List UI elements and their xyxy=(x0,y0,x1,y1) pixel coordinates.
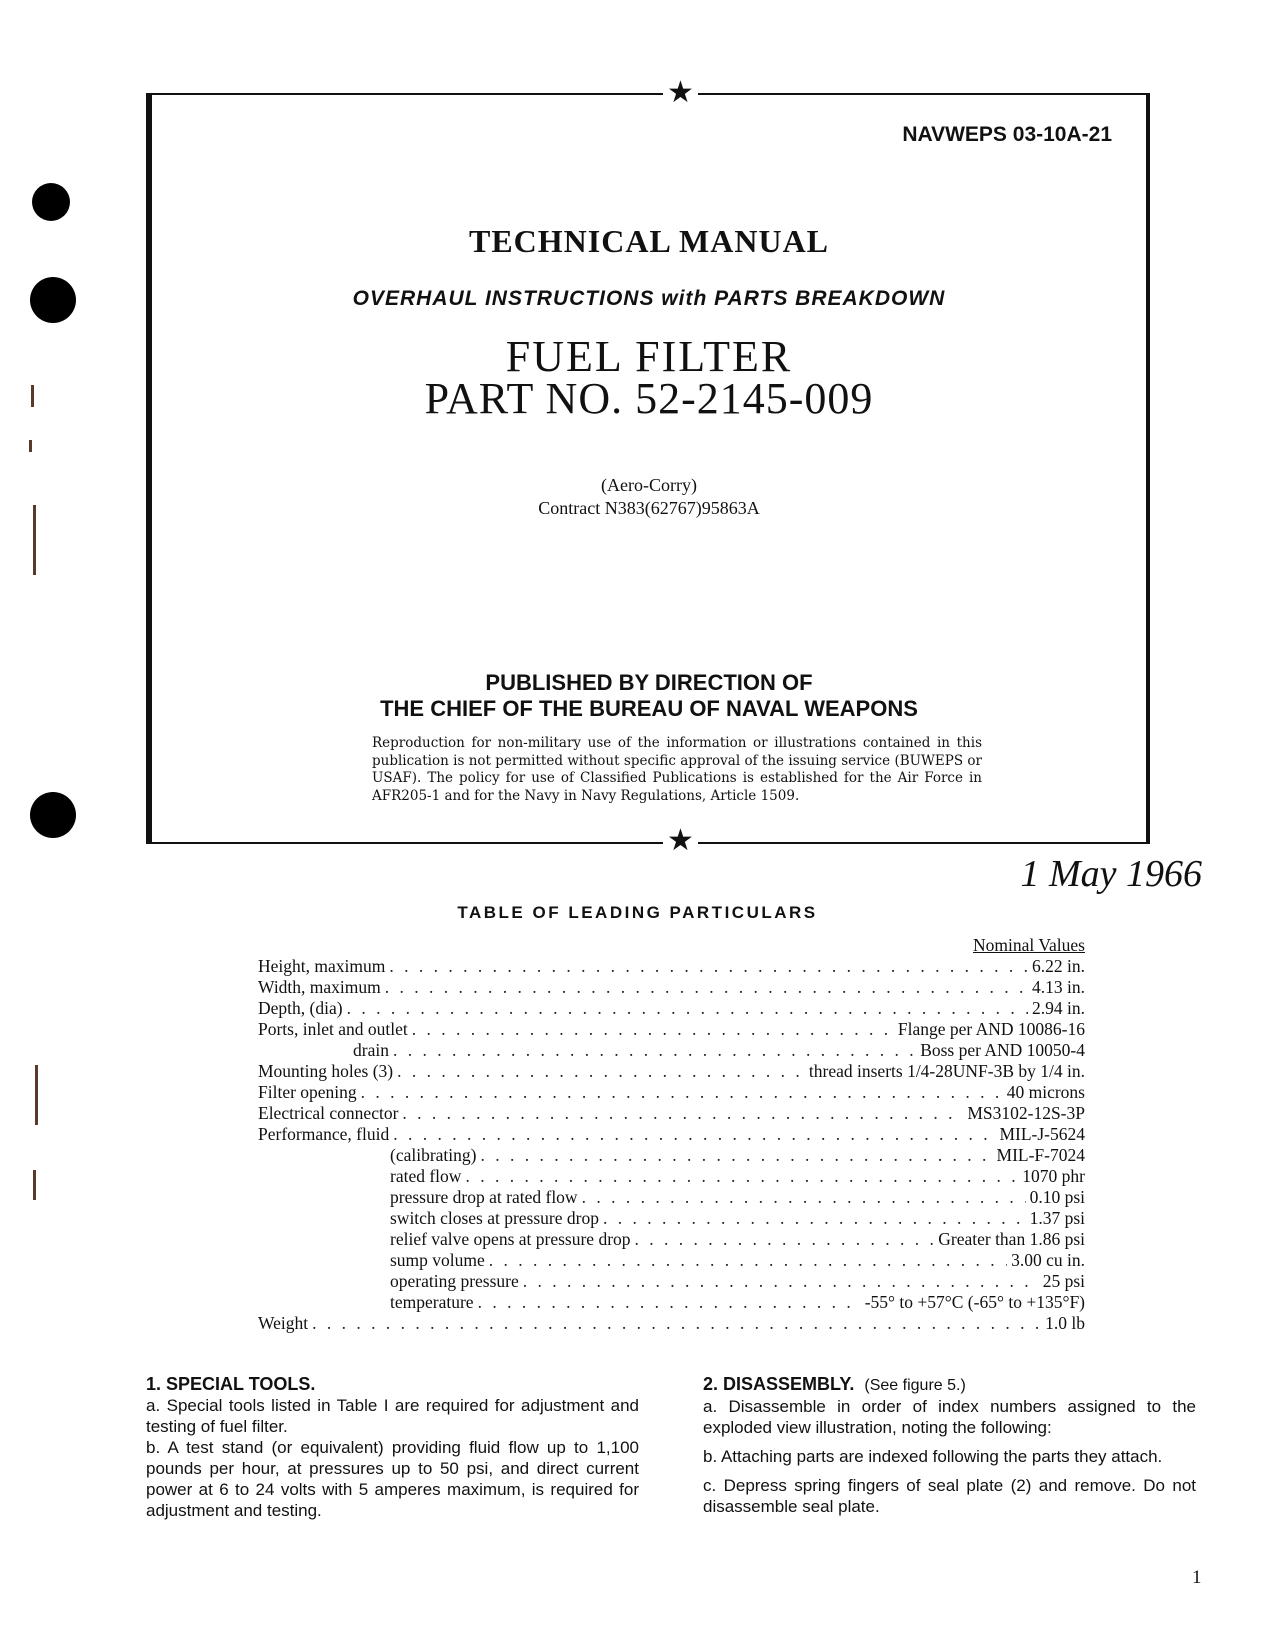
punch-hole-middle xyxy=(30,277,76,323)
dot-leader xyxy=(397,1061,805,1082)
dot-leader xyxy=(412,1019,894,1040)
paragraph-a: a. Special tools listed in Table I are required for adjustment and testing of fuel filter. xyxy=(146,1396,639,1436)
section-heading: 1. SPECIAL TOOLS. xyxy=(146,1374,316,1394)
star-icon: ★ xyxy=(663,826,698,856)
dot-leader xyxy=(603,1208,1026,1229)
manual-subtitle: OVERHAUL INSTRUCTIONS with PARTS BREAKDOWN xyxy=(352,287,946,310)
dot-leader xyxy=(389,956,1028,977)
dot-leader xyxy=(393,1124,995,1145)
particular-value: MS3102-12S-3P xyxy=(967,1103,1085,1123)
particulars-row xyxy=(258,1082,1085,1103)
dot-leader xyxy=(385,977,1028,998)
particulars-row xyxy=(258,1145,1085,1166)
paragraph-b: b. Attaching parts are indexed following the parts they attach. xyxy=(703,1447,1163,1466)
particular-value: 1.0 lb xyxy=(1045,1313,1085,1333)
dot-leader xyxy=(465,1166,1018,1187)
punch-hole-bottom xyxy=(30,792,76,838)
particular-label: Electrical connector xyxy=(258,1103,399,1123)
particular-label: Mounting holes (3) xyxy=(258,1061,394,1081)
particular-value: thread inserts 1/4-28UNF-3B by 1/4 in. xyxy=(808,1061,1085,1081)
dot-leader xyxy=(312,1313,1041,1334)
column-header: Nominal Values xyxy=(973,935,1085,955)
table-title: TABLE OF LEADING PARTICULARS xyxy=(457,903,818,922)
section-heading-text: 2. DISASSEMBLY. xyxy=(703,1374,855,1394)
dot-leader xyxy=(393,1040,916,1061)
document-number: NAVWEPS 03-10A-21 xyxy=(902,123,1112,146)
particulars-row xyxy=(258,1103,1085,1124)
figure-reference: (See figure 5.) xyxy=(864,1377,966,1394)
margin-mark xyxy=(35,1065,38,1125)
dot-leader xyxy=(582,1187,1026,1208)
particular-value: 3.00 cu in. xyxy=(1011,1250,1085,1270)
particular-value: Boss per AND 10050-4 xyxy=(920,1040,1085,1060)
particular-value: 0.10 psi xyxy=(1029,1187,1085,1207)
particulars-row xyxy=(258,1166,1085,1187)
particular-label: temperature xyxy=(390,1292,474,1312)
particular-value: 1070 phr xyxy=(1022,1166,1085,1186)
contract-number: Contract N383(62767)95863A xyxy=(538,498,760,518)
particular-label: Filter opening xyxy=(258,1082,357,1102)
particular-value: 1.37 psi xyxy=(1029,1208,1085,1228)
particular-value: MIL-F-7024 xyxy=(996,1145,1085,1165)
dot-leader xyxy=(402,1103,963,1124)
dot-leader xyxy=(478,1292,861,1313)
particular-value: 25 psi xyxy=(1042,1271,1085,1291)
particulars-row xyxy=(258,977,1085,998)
particular-value: 2.94 in. xyxy=(1032,998,1085,1018)
particulars-row xyxy=(258,1019,1085,1040)
page-number: 1 xyxy=(1192,1567,1202,1588)
dot-leader xyxy=(635,1229,935,1250)
particular-label: Performance, fluid xyxy=(258,1124,390,1144)
particular-label: operating pressure xyxy=(390,1271,519,1291)
particular-value: -55° to +57°C (-65° to +135°F) xyxy=(864,1292,1085,1312)
particular-label: drain xyxy=(353,1040,389,1060)
dot-leader xyxy=(361,1082,1003,1103)
publisher-line-1: PUBLISHED BY DIRECTION OF xyxy=(485,670,813,695)
particulars-row xyxy=(258,1313,1085,1334)
particulars-row xyxy=(258,1187,1085,1208)
margin-mark xyxy=(33,1170,36,1200)
particular-label: (calibrating) xyxy=(390,1145,477,1165)
particular-value: 6.22 in. xyxy=(1032,956,1085,976)
star-icon: ★ xyxy=(663,78,698,108)
special-tools-section xyxy=(146,1374,639,1521)
margin-mark xyxy=(29,440,32,452)
dot-leader xyxy=(523,1271,1039,1292)
particulars-row xyxy=(258,1292,1085,1313)
particulars-row xyxy=(258,1061,1085,1082)
particular-label: rated flow xyxy=(390,1166,462,1186)
paragraph-c: c. Depress spring fingers of seal plate (2) and remove. Do not disassemble seal plate. xyxy=(703,1476,1196,1516)
particular-value: 40 microns xyxy=(1006,1082,1085,1102)
paragraph-b: b. A test stand (or equivalent) providing fluid flow up to 1,100 pounds per hour, at pressures up to 50 psi, and direct current power at 6 to 24 volts with 5 amperes maximum, is required for adjustment and testing. xyxy=(146,1438,639,1520)
section-heading xyxy=(703,1374,1196,1396)
particular-label: Ports, inlet and outlet xyxy=(258,1019,408,1039)
particular-label: sump volume xyxy=(390,1250,485,1270)
manual-type: TECHNICAL MANUAL xyxy=(468,223,830,259)
margin-mark xyxy=(31,385,34,407)
particular-label: switch closes at pressure drop xyxy=(390,1208,599,1228)
particulars-row xyxy=(258,1229,1085,1250)
dot-leader xyxy=(480,1145,992,1166)
particulars-row xyxy=(258,1040,1085,1061)
dot-leader xyxy=(489,1250,1007,1271)
particulars-row xyxy=(258,956,1085,977)
paragraph-a: a. Disassemble in order of index numbers assigned to the exploded view illustration, noting the following: xyxy=(703,1397,1196,1437)
particular-value: MIL-J-5624 xyxy=(999,1124,1085,1144)
issue-date: 1 May 1966 xyxy=(1020,853,1202,895)
particulars-row xyxy=(258,1208,1085,1229)
particulars-row xyxy=(258,998,1085,1019)
particular-label: Width, maximum xyxy=(258,977,381,997)
reproduction-notice: Reproduction for non-military use of the information or illustrations contained in this publication is not permitted without specific approval of the issuing service (BUWEPS or USAF). The policy for use of Classified Publications is established for the Air Force in AFR205-1 and for the Navy in Navy Regulations, Article 1509. xyxy=(372,735,982,804)
cover-frame xyxy=(146,93,1150,844)
margin-mark xyxy=(33,505,36,575)
particular-value: 4.13 in. xyxy=(1032,977,1085,997)
leading-particulars-table xyxy=(258,935,1085,1334)
particular-label: relief valve opens at pressure drop xyxy=(390,1229,631,1249)
particular-value: Greater than 1.86 psi xyxy=(938,1229,1085,1249)
particular-value: Flange per AND 10086-16 xyxy=(897,1019,1085,1039)
particulars-row xyxy=(258,1271,1085,1292)
part-number: PART NO. 52-2145-009 xyxy=(424,374,874,423)
particular-label: Depth, (dia) xyxy=(258,998,343,1018)
particular-label: Weight xyxy=(258,1313,309,1333)
particulars-rows xyxy=(258,956,1085,1334)
particular-label: Height, maximum xyxy=(258,956,386,976)
dot-leader xyxy=(347,998,1028,1019)
punch-hole-top xyxy=(32,183,70,221)
publisher-line-2: THE CHIEF OF THE BUREAU OF NAVAL WEAPONS xyxy=(380,696,918,721)
particulars-row xyxy=(258,1124,1085,1145)
item-title: FUEL FILTER xyxy=(505,332,793,381)
particular-label: pressure drop at rated flow xyxy=(390,1187,578,1207)
disassembly-section xyxy=(703,1374,1196,1517)
manufacturer: (Aero-Corry) xyxy=(601,475,697,495)
particulars-row xyxy=(258,1250,1085,1271)
